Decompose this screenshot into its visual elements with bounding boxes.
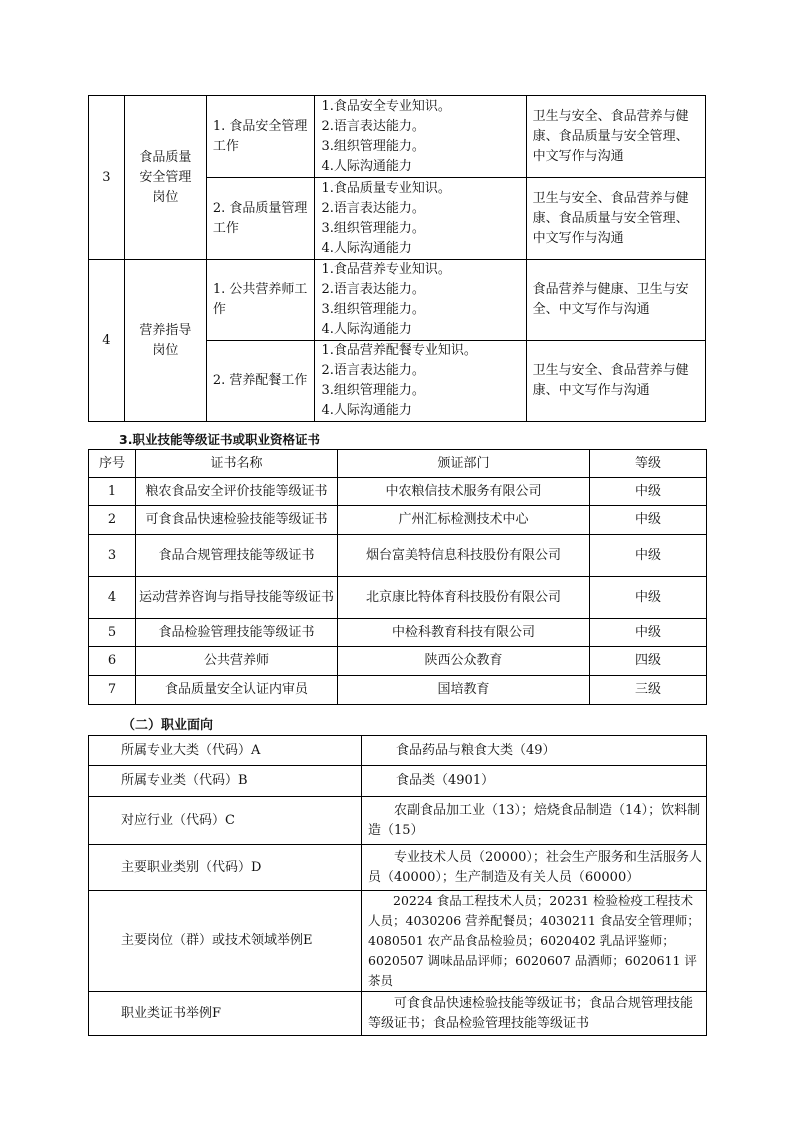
skill-item: 4.人际沟通能力 [321,322,412,337]
table-row [89,891,707,992]
skill-item: 2.语言表达能力。 [321,118,425,134]
cert-issuer: 广州汇标检测技术中心 [338,506,590,535]
cert-no: 4 [89,577,136,619]
cert-no: 2 [89,506,136,535]
skill-item: 3.组织管理能力。 [321,302,425,317]
skill-item: 2.语言表达能力。 [321,363,425,378]
career-value: 食品药品与粮食大类（49） [362,736,707,766]
cert-issuer: 国培教育 [338,676,590,705]
role-skills [315,96,526,178]
cert-no: 5 [89,619,136,647]
cert-name: 食品质量安全认证内审员 [136,676,338,705]
career-value: 食品类（4901） [362,766,707,797]
cert-issuer: 中检科教育科技有限公司 [338,619,590,647]
career-label: 所属专业大类（代码）A [89,736,362,766]
cert-header-level: 等级 [590,450,707,478]
role-number: 3 [89,96,125,260]
role-skills [315,260,526,341]
role-number: 4 [89,260,125,422]
table-row [89,577,707,619]
cert-issuer: 中农粮信技术服务有限公司 [338,478,590,506]
career-table [88,735,707,1036]
skill-item: 2.语言表达能力。 [321,282,425,297]
cert-section-title: 3.职业技能等级证书或职业资格证书 [119,432,320,447]
career-value: 可食食品快速检验技能等级证书；食品合规管理技能等级证书；食品检验管理技能等级证书 [362,992,707,1036]
cert-name: 食品合规管理技能等级证书 [136,535,338,577]
cert-header-no: 序号 [89,450,136,478]
role-task: 1. 食品安全管理工作 [206,96,315,178]
career-label: 职业类证书举例F [89,992,362,1036]
cert-no: 3 [89,535,136,577]
skill-item: 4.人际沟通能力 [321,158,412,174]
role-post: 食品质量安全管理岗位 [124,96,206,260]
career-section-title: （二）职业面向 [122,718,214,733]
table-row [89,619,707,647]
skill-item: 4.人际沟通能力 [321,240,412,256]
skill-item: 4.人际沟通能力 [321,403,412,418]
cert-no: 7 [89,676,136,705]
cert-level: 中级 [590,478,707,506]
career-label: 所属专业类（代码）B [89,766,362,797]
role-courses: 卫生与安全、食品营养与健康、中文写作与沟通 [526,341,705,422]
career-label: 对应行业（代码）C [89,797,362,845]
role-task: 1. 公共营养师工作 [206,260,315,341]
cert-no: 1 [89,478,136,506]
cert-issuer: 陕西公众教育 [338,647,590,676]
skill-item: 3.组织管理能力。 [321,383,425,398]
skill-item: 1.食品营养专业知识。 [321,262,451,277]
cert-name: 运动营养咨询与指导技能等级证书 [136,577,338,619]
role-task: 2. 食品质量管理工作 [206,178,315,260]
job-role-table [88,95,706,422]
cert-issuer: 北京康比特体育科技股份有限公司 [338,577,590,619]
table-row [89,766,707,797]
cert-table [88,449,707,705]
table-row [89,797,707,845]
cert-name: 可食食品快速检验技能等级证书 [136,506,338,535]
skill-item: 3.组织管理能力。 [321,220,425,236]
table-row [89,676,707,705]
cert-name: 食品检验管理技能等级证书 [136,619,338,647]
skill-item: 3.组织管理能力。 [321,138,425,154]
table-row [89,478,707,506]
role-post: 营养指导岗位 [124,260,206,422]
skill-item: 1.食品质量专业知识。 [321,180,451,196]
career-value: 农副食品加工业（13）；焙烧食品制造（14）；饮料制造（15） [362,797,707,845]
cert-level: 中级 [590,619,707,647]
table-row [89,647,707,676]
role-skills [315,341,526,422]
table-row [89,992,707,1036]
role-skills [315,178,526,260]
skill-item: 2.语言表达能力。 [321,200,425,216]
cert-level: 中级 [590,577,707,619]
cert-level: 中级 [590,535,707,577]
table-row [89,845,707,891]
cert-header-name: 证书名称 [136,450,338,478]
cert-no: 6 [89,647,136,676]
cert-header-issuer: 颁证部门 [338,450,590,478]
cert-name: 公共营养师 [136,647,338,676]
role-courses: 卫生与安全、食品营养与健康、食品质量与安全管理、中文写作与沟通 [526,178,705,260]
career-label: 主要职业类别（代码）D [89,845,362,891]
skill-item: 1.食品安全专业知识。 [321,98,451,114]
cert-name: 粮农食品安全评价技能等级证书 [136,478,338,506]
cert-issuer: 烟台富美特信息科技股份有限公司 [338,535,590,577]
cert-level: 四级 [590,647,707,676]
table-row [89,736,707,766]
career-value: 20224 食品工程技术人员；20231 检验检疫工程技术人员；4030206 营养配餐员；4030211 食品安全管理师；4080501 农产品食品检验员；6020402 乳品评鉴师；6020507 调味品品评师；6020607 品酒师；6020611 评茶员 [362,891,707,992]
role-courses: 卫生与安全、食品营养与健康、食品质量与安全管理、中文写作与沟通 [526,96,705,178]
table-row [89,535,707,577]
cert-level: 三级 [590,676,707,705]
career-value: 专业技术人员（20000）；社会生产服务和生活服务人员（40000）；生产制造及有关人员（60000） [362,845,707,891]
table-row [89,506,707,535]
career-label: 主要岗位（群）或技术领域举例E [89,891,362,992]
skill-item: 1.食品营养配餐专业知识。 [321,343,477,358]
role-task: 2. 营养配餐工作 [206,341,315,422]
cert-level: 中级 [590,506,707,535]
role-courses: 食品营养与健康、卫生与安全、中文写作与沟通 [526,260,705,341]
